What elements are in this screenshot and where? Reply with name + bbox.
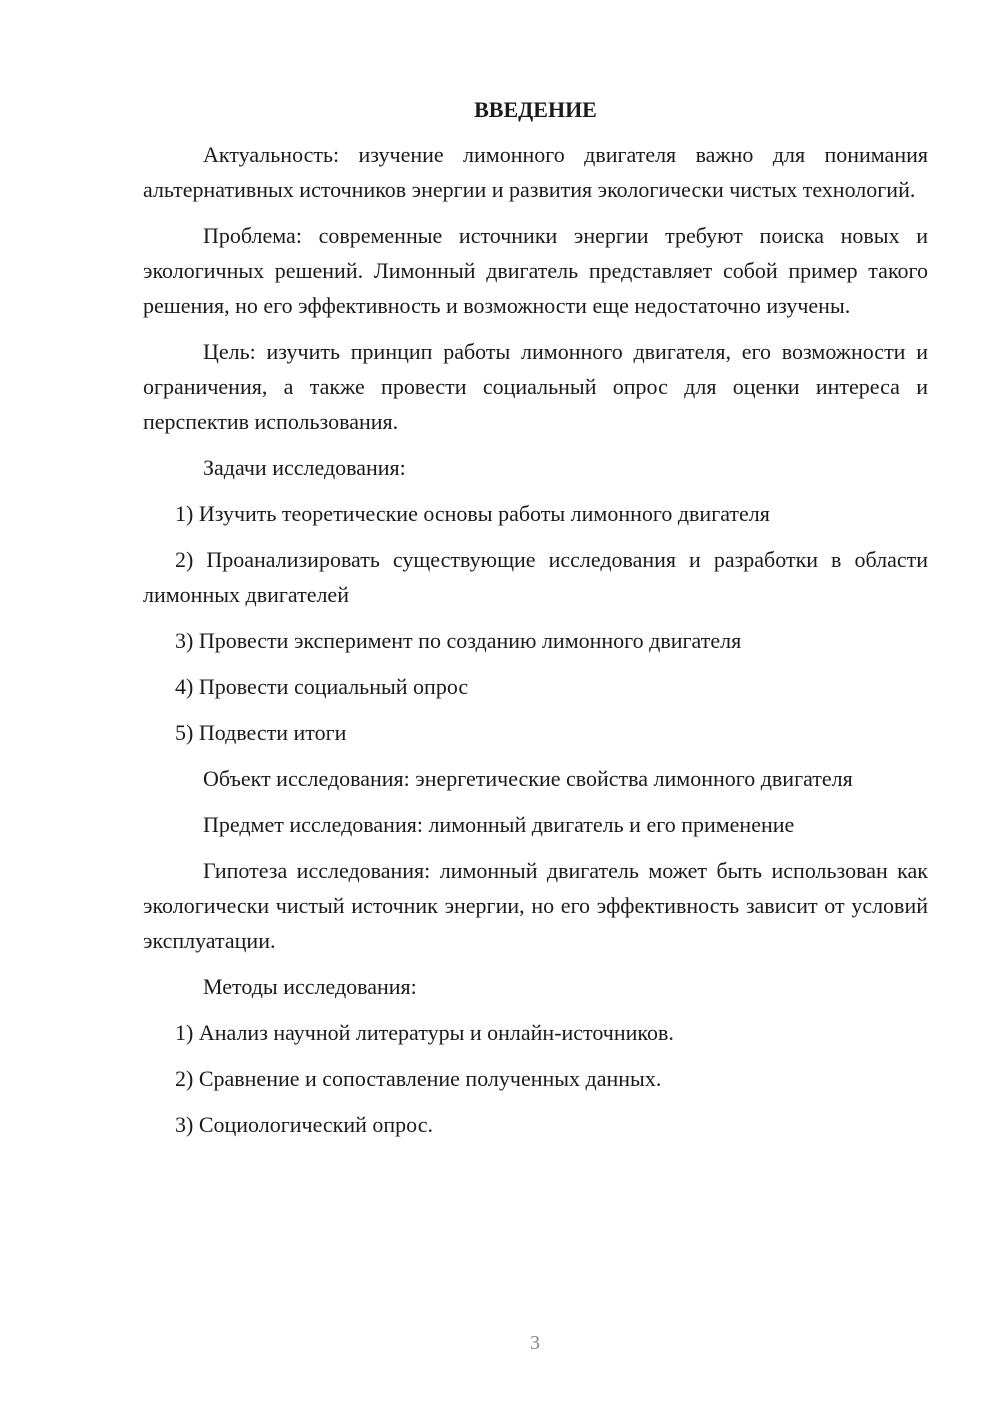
object-paragraph: Объект исследования: энергетические свойства лимонного двигателя [203,766,853,791]
tasks-heading: Задачи исследования: [203,455,406,480]
problem-paragraph: Проблема: современные источники энергии требуют поиска новых и экологичных решений. Лимонный двигатель представляет собой пример такого решения, но его эффективность и возможности еще недостаточно изучены. [143,223,928,318]
method-item: 1) Анализ научной литературы и онлайн-источников. [175,1020,674,1045]
task-item: 1) Изучить теоретические основы работы лимонного двигателя [175,501,770,526]
task-item: 5) Подвести итоги [175,720,347,745]
goal-paragraph: Цель: изучить принцип работы лимонного двигателя, его возможности и ограничения, а также провести социальный опрос для оценки интереса и перспектив использования. [143,339,928,434]
section-heading: ВВЕДЕНИЕ [474,97,597,122]
method-item: 2) Сравнение и сопоставление полученных данных. [175,1066,662,1091]
relevance-paragraph: Актуальность: изучение лимонного двигателя важно для понимания альтернативных источников энергии и развития экологически чистых технологий. [143,142,928,202]
task-item: 3) Провести эксперимент по созданию лимонного двигателя [175,628,742,653]
subject-paragraph: Предмет исследования: лимонный двигатель и его применение [203,812,795,837]
method-item: 3) Социологический опрос. [175,1112,433,1137]
task-item: 4) Провести социальный опрос [175,674,469,699]
hypothesis-paragraph: Гипотеза исследования: лимонный двигатель может быть использован как экологически чистый источник энергии, но его эффективность зависит от условий эксплуатации. [143,858,928,953]
document-page [143,92,928,1153]
page-number: 3 [530,1332,540,1354]
methods-heading: Методы исследования: [203,974,417,999]
task-item: 2) Проанализировать существующие исследования и разработки в области лимонных двигателей [143,547,928,607]
